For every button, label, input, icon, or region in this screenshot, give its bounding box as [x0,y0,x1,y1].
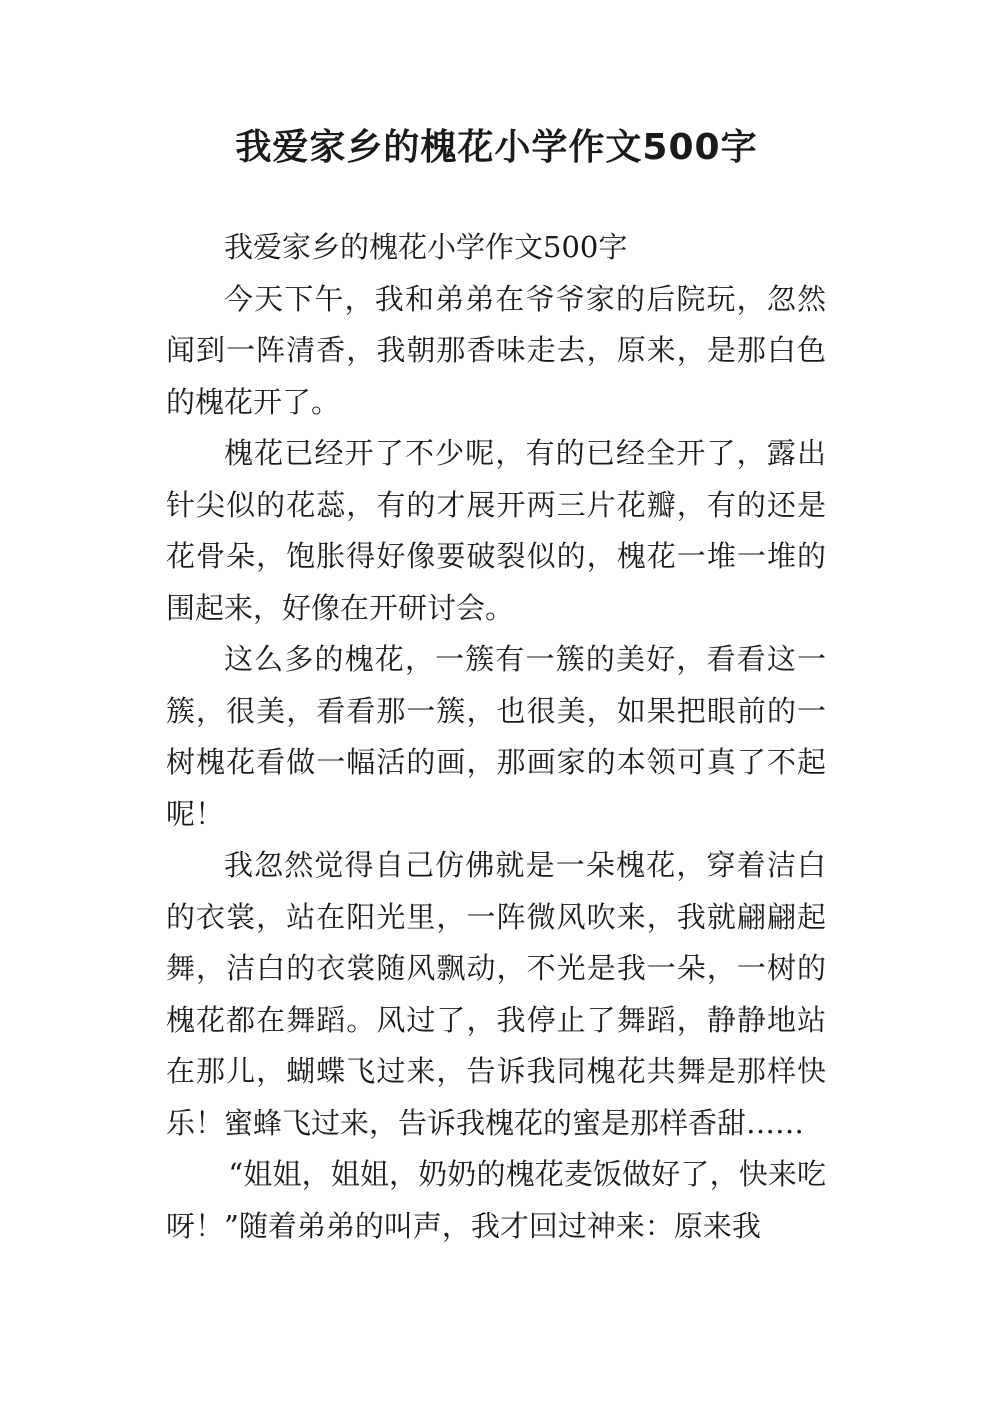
paragraph: “姐姐，姐姐，奶奶的槐花麦饭做好了，快来吃呀！”随着弟弟的叫声，我才回过神来：原来我 [166,1157,826,1243]
paragraph-subtitle: 我爱家乡的槐花小学作文500字 [224,230,628,264]
document-body [166,222,826,1252]
paragraph: 我忽然觉得自己仿佛就是一朵槐花，穿着洁白的衣裳，站在阳光里，一阵微风吹来，我就翩翩起舞，洁白的衣裳随风飘动，不光是我一朵，一树的槐花都在舞蹈。风过了，我停止了舞蹈，静静地站在那儿，蝴蝶飞过来，告诉我同槐花共舞是那样快乐！蜜蜂飞过来，告诉我槐花的蜜是那样香甜…… [166,848,826,1140]
paragraph: 槐花已经开了不少呢，有的已经全开了，露出针尖似的花蕊，有的才展开两三片花瓣，有的还是花骨朵，饱胀得好像要破裂似的，槐花一堆一堆的围起来，好像在开研讨会。 [166,436,826,625]
paragraph: 这么多的槐花，一簇有一簇的美好，看看这一簇，很美，看看那一簇，也很美，如果把眼前的一树槐花看做一幅活的画，那画家的本领可真了不起呢！ [166,642,826,831]
paragraph: 今天下午，我和弟弟在爷爷家的后院玩，忽然闻到一阵清香，我朝那香味走去，原来，是那白色的槐花开了。 [166,281,826,419]
document-title: 我爱家乡的槐花小学作文500字 [235,127,758,168]
